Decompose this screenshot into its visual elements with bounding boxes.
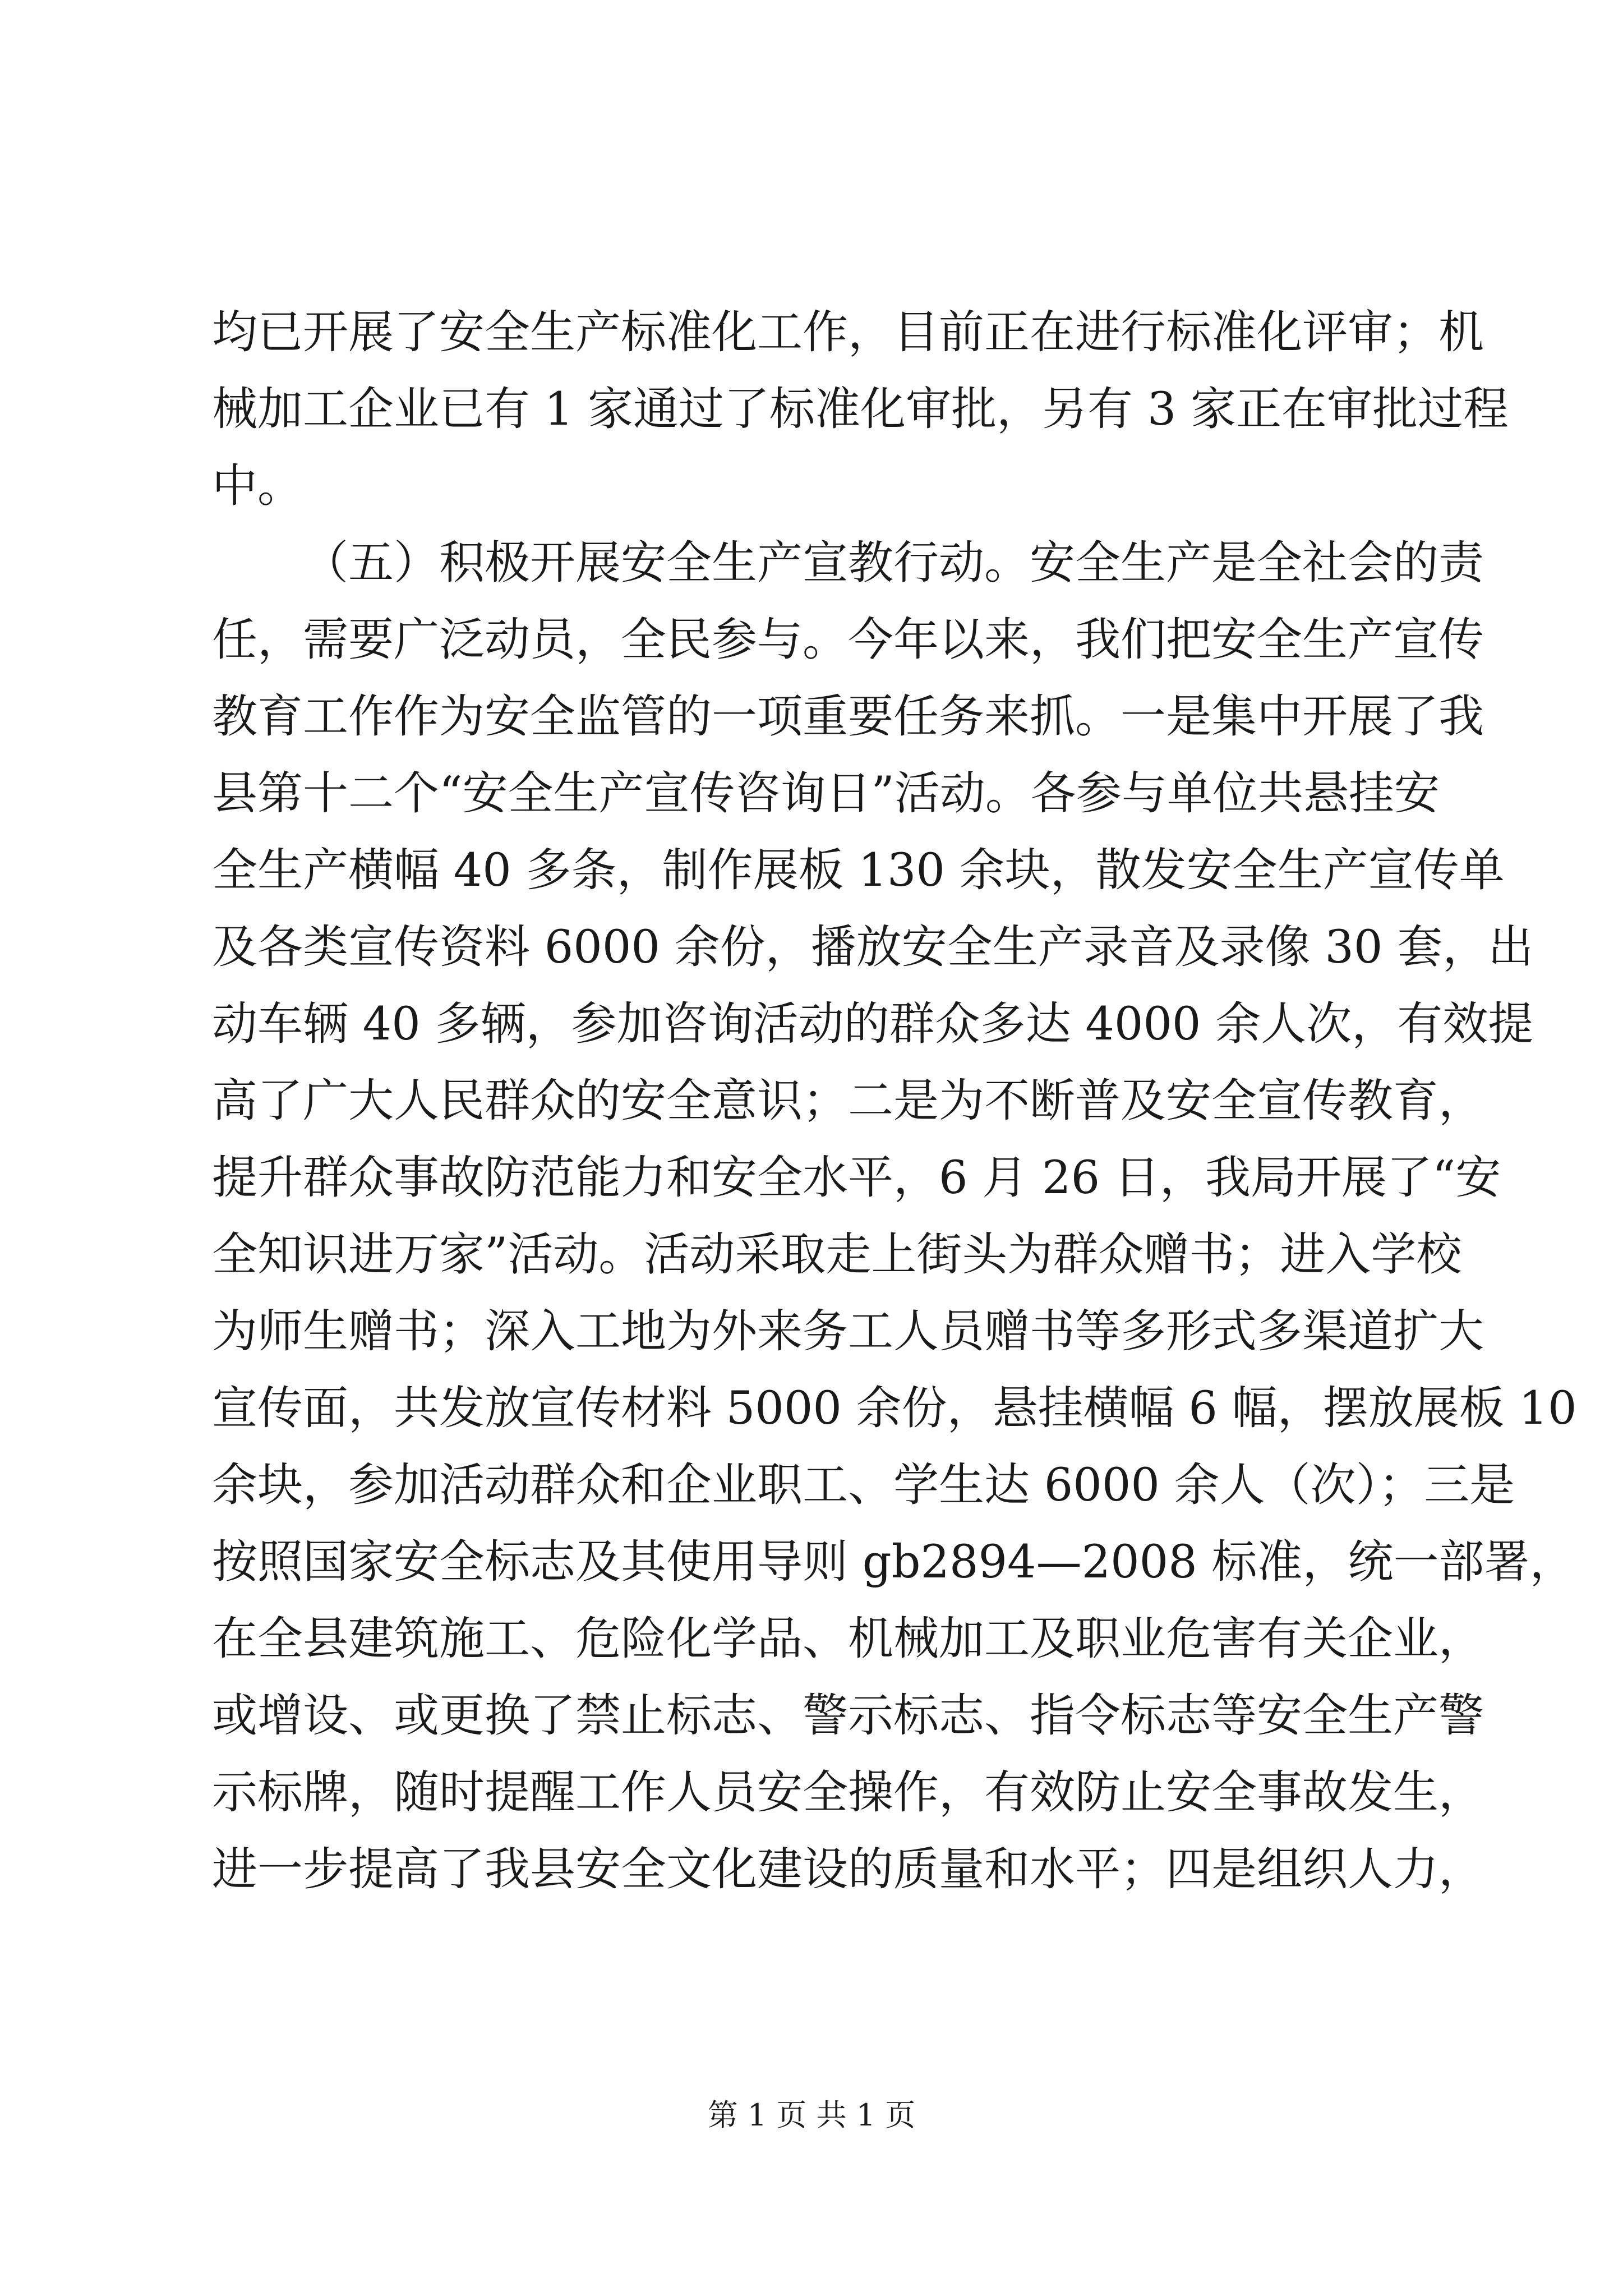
text-line: 进一步提高了我县安全文化建设的质量和水平；四是组织人力，: [212, 1843, 1484, 1896]
text-line: 为师生赠书；深入工地为外来务工人员赠书等多形式多渠道扩大: [212, 1305, 1484, 1358]
text-line: 在全县建筑施工、危险化学品、机械加工及职业危害有关企业，: [212, 1613, 1484, 1665]
page-footer: 第 1 页 共 1 页: [707, 2097, 916, 2133]
paragraph-start-line: （五）积极开展安全生产宣教行动。安全生产是全社会的责: [303, 537, 1484, 590]
text-line: 均已开展了安全生产标准化工作，目前正在进行标准化评审；机: [212, 306, 1484, 359]
text-line: 任，需要广泛动员，全民参与。今年以来，我们把安全生产宣传: [212, 614, 1484, 666]
document-body: [212, 295, 1577, 1908]
text-line: 及各类宣传资料 6000 余份，播放安全生产录音及录像 30 套，出: [212, 921, 1534, 974]
text-line: 宣传面，共发放宣传材料 5000 余份，悬挂横幅 6 幅，摆放展板 10: [212, 1382, 1577, 1435]
text-line: 高了广大人民群众的安全意识；二是为不断普及安全宣传教育，: [212, 1075, 1484, 1128]
text-line: 动车辆 40 多辆，参加咨询活动的群众多达 4000 余人次，有效提: [212, 998, 1534, 1051]
text-line: 全生产横幅 40 多条，制作展板 130 余块，散发安全生产宣传单: [212, 844, 1505, 897]
text-line: 余块，参加活动群众和企业职工、学生达 6000 余人（次）；三是: [212, 1459, 1515, 1512]
text-line: 教育工作作为安全监管的一项重要任务来抓。一是集中开展了我: [212, 691, 1484, 743]
text-line: 提升群众事故防范能力和安全水平，6 月 26 日，我局开展了“安: [212, 1152, 1501, 1204]
text-line: 示标牌，随时提醒工作人员安全操作，有效防止安全事故发生，: [212, 1766, 1484, 1819]
text-line: 县第十二个“安全生产宣传咨询日”活动。各参与单位共悬挂安: [212, 767, 1440, 820]
text-line: 中。: [212, 460, 303, 513]
text-line: 全知识进万家”活动。活动采取走上街头为群众赠书；进入学校: [212, 1228, 1462, 1281]
text-line: 械加工企业已有 1 家通过了标准化审批，另有 3 家正在审批过程: [212, 383, 1509, 436]
text-line: 按照国家安全标志及其使用导则 gb2894—2008 标准，统一部署，: [212, 1536, 1575, 1589]
text-line: 或增设、或更换了禁止标志、警示标志、指令标志等安全生产警: [212, 1690, 1484, 1742]
